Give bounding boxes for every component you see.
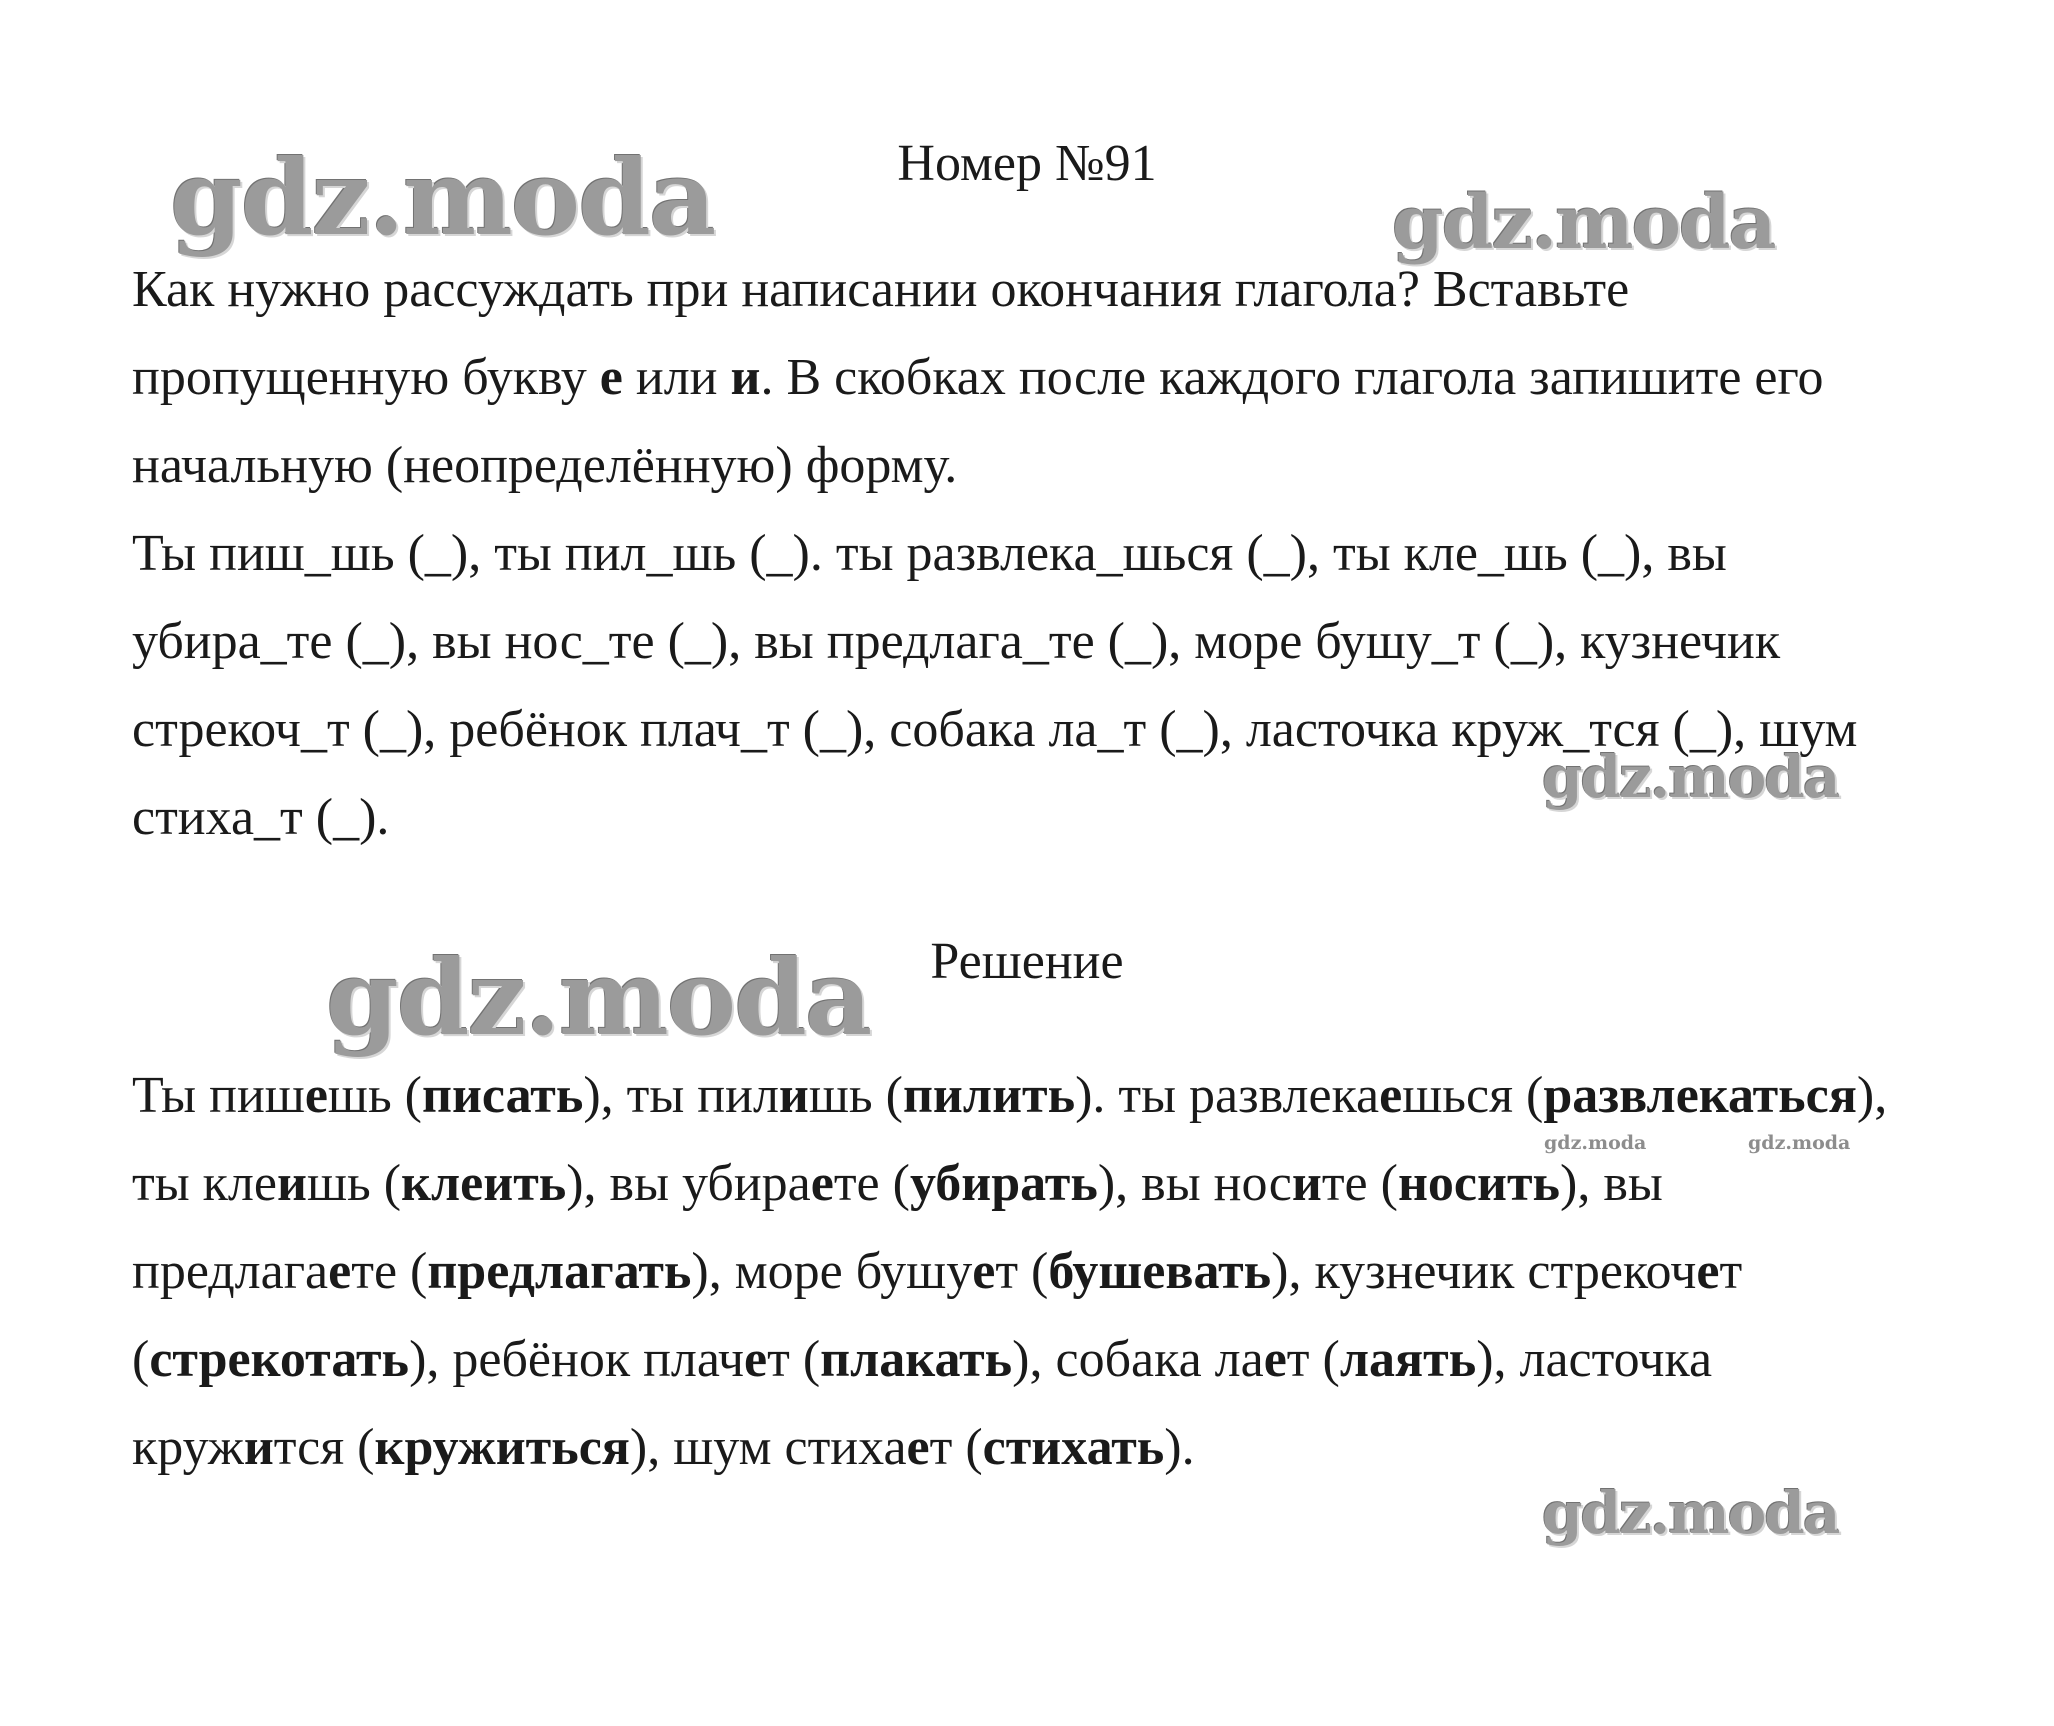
- bold-text-run: носить: [1397, 1155, 1560, 1212]
- bold-text-run: и: [730, 349, 761, 406]
- text-run: тся (: [273, 1419, 375, 1476]
- watermark: gdz.moda: [1542, 1479, 1839, 1547]
- text-run: те (: [351, 1243, 428, 1300]
- text-run: шь (: [808, 1067, 903, 1124]
- bold-text-run: писать: [421, 1067, 584, 1124]
- watermark: gdz.moda: [326, 936, 871, 1059]
- text-run: т (: [767, 1331, 821, 1388]
- text-run: т (: [1286, 1331, 1340, 1388]
- text-run: те (: [1321, 1155, 1398, 1212]
- text-run: . В скобках после каждого глагола запишите его начальную (неопределённую) форму.: [132, 349, 1824, 494]
- bold-text-run: клеить: [401, 1155, 567, 1212]
- text-run: ), ребёнок плач: [409, 1331, 745, 1388]
- text-run: ), ты кле: [132, 1067, 1888, 1212]
- watermark: gdz.moda: [1748, 1132, 1851, 1154]
- bold-text-run: пилить: [902, 1067, 1076, 1124]
- text-run: или: [622, 349, 731, 406]
- bold-text-run: е: [1379, 1067, 1403, 1124]
- bold-text-run: развлекаться: [1543, 1067, 1857, 1124]
- solution-title: Решение: [930, 933, 1124, 990]
- task-title: Номер №91: [897, 135, 1157, 192]
- bold-text-run: е: [972, 1243, 996, 1300]
- bold-text-run: и: [243, 1419, 274, 1476]
- watermark: gdz.moda: [170, 136, 715, 259]
- bold-text-run: бушевать: [1048, 1243, 1272, 1300]
- watermark: gdz.moda: [1544, 1132, 1647, 1154]
- text-run: т (: [132, 1243, 1743, 1388]
- text-run: ), ты пил: [583, 1067, 779, 1124]
- text-run: шься (: [1402, 1067, 1544, 1124]
- watermark: gdz.moda: [1542, 743, 1839, 811]
- bold-text-run: кружиться: [374, 1419, 630, 1476]
- bold-text-run: стихать: [982, 1419, 1165, 1476]
- text-run: ), ласточка круж: [132, 1331, 1713, 1476]
- bold-text-run: е: [906, 1419, 930, 1476]
- text-run: те (: [833, 1155, 910, 1212]
- bold-text-run: лаять: [1339, 1331, 1477, 1388]
- text-run: ), вы нос: [1097, 1155, 1292, 1212]
- text-run: ).: [1164, 1419, 1195, 1476]
- task-question: [132, 246, 1892, 510]
- watermark: gdz.moda: [1392, 180, 1775, 266]
- text-run: ), кузнечик стрекоч: [1271, 1243, 1697, 1300]
- text-run: ). ты развлека: [1075, 1067, 1380, 1124]
- bold-text-run: и: [778, 1067, 809, 1124]
- bold-text-run: е: [1696, 1243, 1720, 1300]
- text-run: Ты пиш: [132, 1067, 305, 1124]
- text-run: т (: [995, 1243, 1049, 1300]
- text-run: ), вы предлага: [132, 1155, 1663, 1300]
- bold-text-run: убирать: [909, 1155, 1098, 1212]
- bold-text-run: и: [276, 1155, 307, 1212]
- bold-text-run: е: [599, 349, 623, 406]
- text-run: Как нужно рассуждать при написании окончания глагола? Вставьте пропущенную букву: [132, 261, 1630, 406]
- text-run: ), шум стиха: [629, 1419, 907, 1476]
- solution-text: [132, 1052, 1892, 1492]
- text-run: ), море бушу: [691, 1243, 973, 1300]
- bold-text-run: и: [1291, 1155, 1322, 1212]
- text-run: шь (: [306, 1155, 402, 1212]
- bold-text-run: е: [810, 1155, 834, 1212]
- bold-text-run: е: [744, 1331, 768, 1388]
- text-run: ), собака ла: [1012, 1331, 1264, 1388]
- task-exercise: Ты пиш_шь (_), ты пил_шь (_). ты развлека_шься (_), ты кле_шь (_), вы убира_те (_), вы нос_те (_), вы предлага_те (_), море бушу_т (_), кузнечик стрекоч_т (_), ребёнок плач_т (_), собака ла_т (_), ласточка круж_тся (_), шум стиха_т (_).: [132, 525, 1858, 846]
- bold-text-run: предлагать: [427, 1243, 692, 1300]
- text-run: ), вы убира: [566, 1155, 811, 1212]
- bold-text-run: е: [304, 1067, 328, 1124]
- bold-text-run: е: [1263, 1331, 1287, 1388]
- text-run: шь (: [327, 1067, 422, 1124]
- bold-text-run: стрекотать: [149, 1331, 410, 1388]
- bold-text-run: плакать: [820, 1331, 1013, 1388]
- text-run: т (: [929, 1419, 983, 1476]
- bold-text-run: е: [328, 1243, 352, 1300]
